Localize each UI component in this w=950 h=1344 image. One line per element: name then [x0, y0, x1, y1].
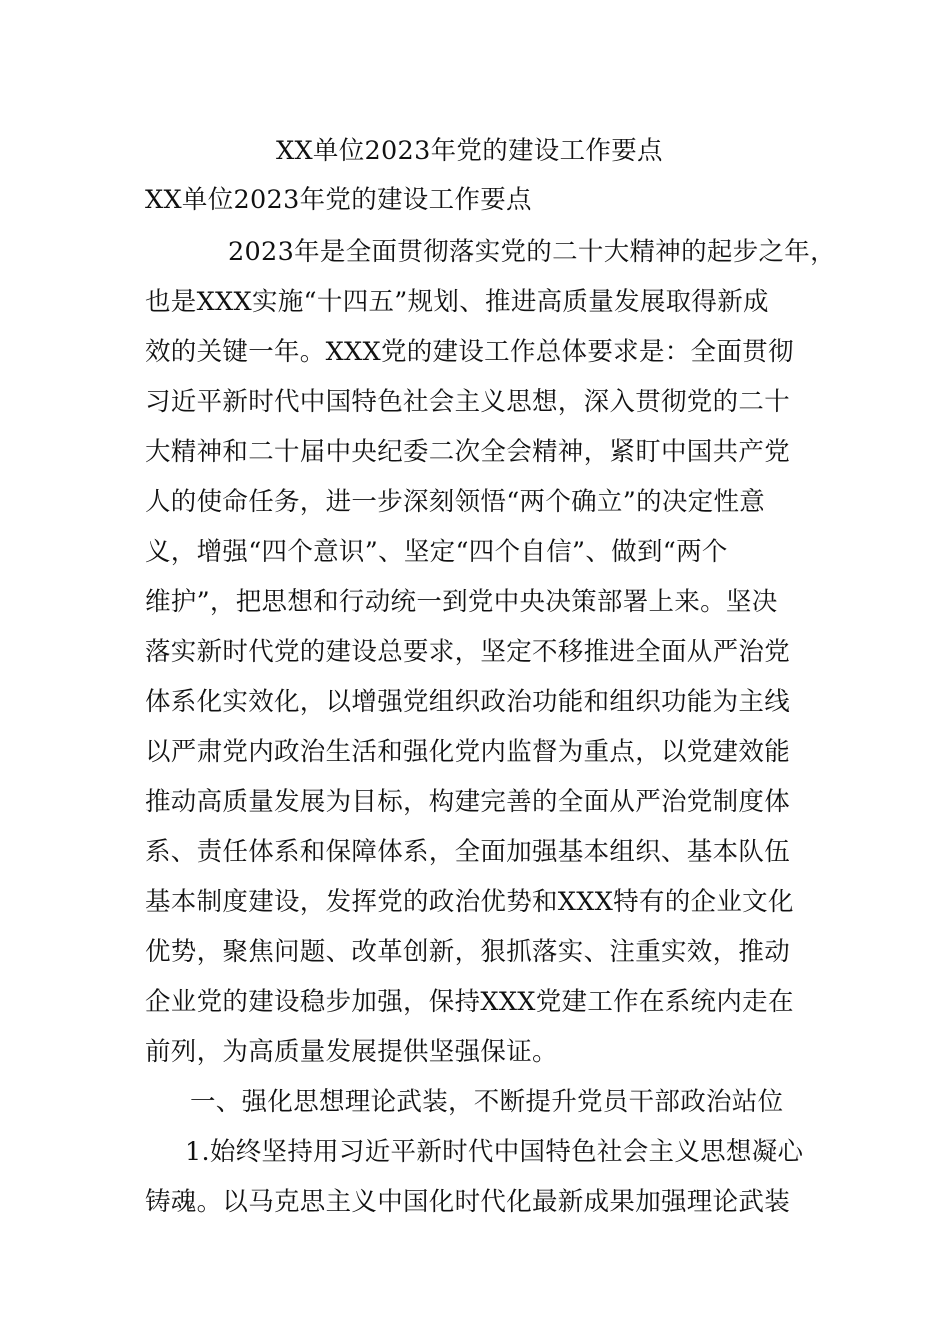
paragraph-line: 人的使命任务，进一步深刻领悟“两个确立”的决定性意 [145, 487, 766, 517]
paragraph-line: 也是XXX实施“十四五”规划、推进高质量发展取得新成 [145, 287, 769, 317]
paragraph-line: 企业党的建设稳步加强，保持XXX党建工作在系统内走在 [145, 987, 794, 1017]
paragraph-line: 基本制度建设，发挥党的政治优势和XXX特有的企业文化 [145, 887, 794, 917]
item-line: 铸魂。以马克思主义中国化时代化最新成果加强理论武装 [145, 1187, 791, 1217]
paragraph-line: 效的关键一年。XXX党的建设工作总体要求是：全面贯彻 [145, 337, 794, 367]
paragraph-line: 2023年是全面贯彻落实党的二十大精神的起步之年， [228, 237, 836, 267]
paragraph-line: 习近平新时代中国特色社会主义思想，深入贯彻党的二十 [145, 387, 791, 417]
section-heading: 一、强化思想理论武装，不断提升党员干部政治站位 [190, 1087, 784, 1117]
paragraph-line: 落实新时代党的建设总要求，坚定不移推进全面从严治党 [145, 637, 791, 667]
paragraph-line: 体系化实效化，以增强党组织政治功能和组织功能为主线 [145, 687, 791, 717]
paragraph-line: 义，增强“四个意识”、坚定“四个自信”、做到“两个 [145, 537, 728, 567]
paragraph-line: 推动高质量发展为目标，构建完善的全面从严治党制度体 [145, 787, 791, 817]
document-subtitle: XX单位2023年党的建设工作要点 [145, 185, 532, 215]
paragraph-line: 维护”，把思想和行动统一到党中央决策部署上来。坚决 [145, 587, 778, 617]
item-line: 1.始终坚持用习近平新时代中国特色社会主义思想凝心 [185, 1137, 804, 1167]
paragraph-line: 优势，聚焦问题、改革创新，狠抓落实、注重实效，推动 [145, 937, 791, 967]
paragraph-line: 系、责任体系和保障体系，全面加强基本组织、基本队伍 [145, 837, 791, 867]
paragraph-line: 前列，为高质量发展提供坚强保证。 [145, 1037, 558, 1067]
paragraph-line: 大精神和二十届中央纪委二次全会精神，紧盯中国共产党 [145, 437, 791, 467]
paragraph-line: 以严肃党内政治生活和强化党内监督为重点，以党建效能 [145, 737, 791, 767]
document-title: XX单位2023年党的建设工作要点 [276, 136, 663, 166]
